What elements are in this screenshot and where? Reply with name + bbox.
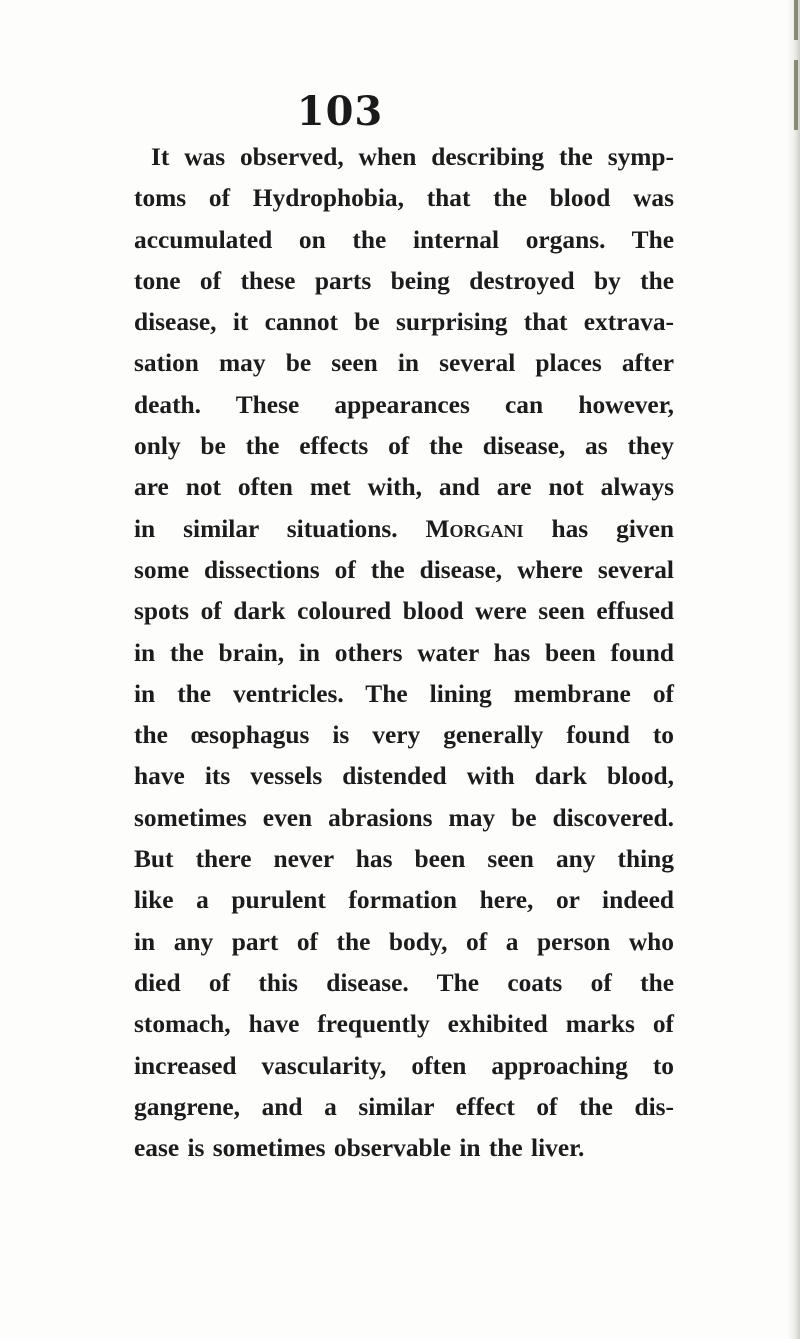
text-line: spots of dark coloured blood were seen effused — [134, 597, 674, 626]
text-line: death. These appearances can however, — [134, 390, 674, 419]
text-line: some dissections of the disease, where several — [134, 555, 674, 584]
text-line: sation may be seen in several places after — [134, 349, 674, 378]
page-number: 103 — [296, 88, 384, 135]
author-name: Morgani — [425, 514, 524, 543]
text-line: increased vascularity, often approaching to — [134, 1051, 674, 1080]
body-text — [134, 137, 674, 1169]
text-line: are not often met with, and are not always — [134, 473, 674, 502]
text-line-end: has given — [551, 514, 674, 543]
page-edge-mark — [794, 60, 798, 130]
text-line: in the brain, in others water has been found — [134, 638, 674, 667]
text-line: stomach, have frequently exhibited marks of — [134, 1010, 674, 1039]
text-line: But there never has been seen any thing — [134, 845, 674, 874]
text-line: the œsophagus is very generally found to — [134, 721, 674, 750]
text-line: like a purulent formation here, or indeed — [134, 886, 674, 915]
text-line: accumulated on the internal organs. The — [134, 225, 674, 254]
text-line: sometimes even abrasions may be discovered. — [134, 803, 674, 832]
text-line: have its vessels distended with dark blood, — [134, 762, 674, 791]
text-line: tone of these parts being destroyed by the — [134, 266, 674, 295]
text-line: disease, it cannot be surprising that extrava- — [134, 308, 674, 337]
text-line-start: in similar situations. — [134, 514, 398, 543]
page-edge-mark — [794, 0, 798, 40]
text-line: gangrene, and a similar effect of the dis- — [134, 1092, 674, 1121]
page-edge-shadow — [788, 0, 800, 1339]
text-line: in the ventricles. The lining membrane of — [134, 679, 674, 708]
text-line: in any part of the body, of a person who — [134, 927, 674, 956]
text-line — [134, 509, 674, 550]
text-line: ease is sometimes observable in the liver. — [134, 1134, 585, 1163]
text-line: died of this disease. The coats of the — [134, 968, 674, 997]
text-line: It was observed, when describing the symp- — [151, 143, 674, 171]
text-line: only be the effects of the disease, as they — [134, 432, 674, 461]
text-line: toms of Hydrophobia, that the blood was — [134, 184, 674, 213]
